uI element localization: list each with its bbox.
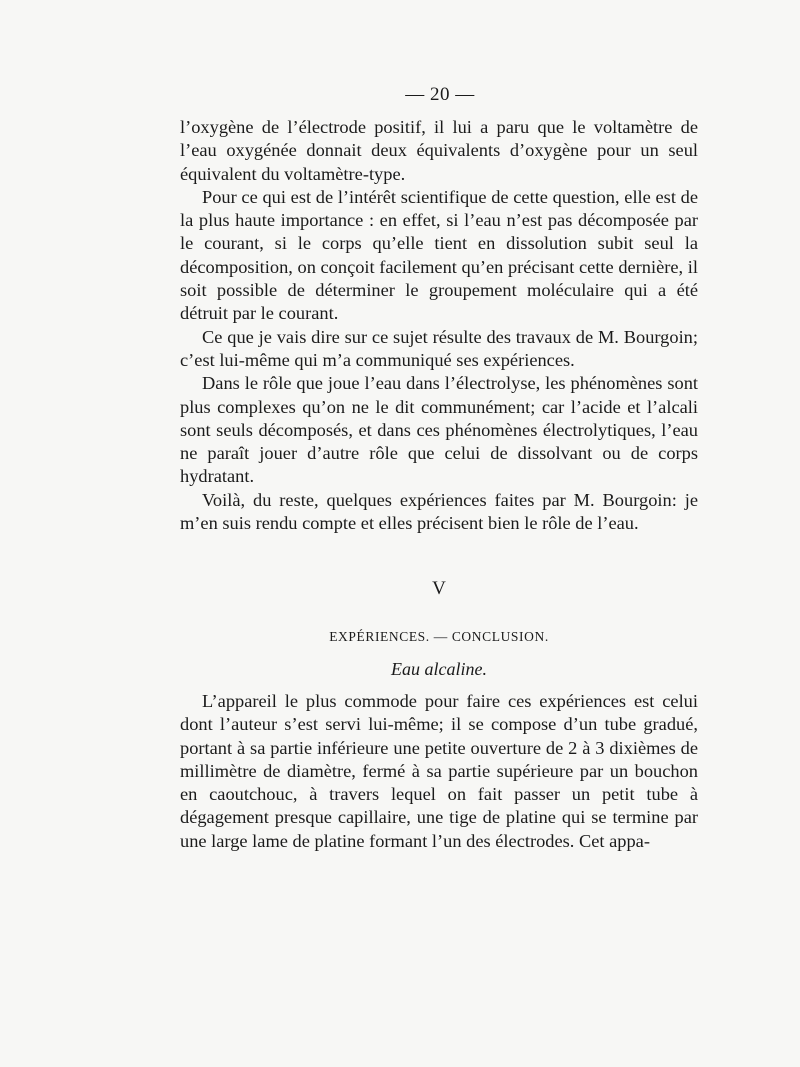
- section-number: V: [432, 578, 446, 599]
- paragraph: Voilà, du reste, quelques expériences faites par M. Bourgoin: je m’en suis rendu compte et elles précisent bien le rôle de l’eau.: [180, 489, 698, 534]
- section-heading: EXPÉRIENCES. — CONCLUSION.: [329, 629, 549, 644]
- paragraph: Pour ce qui est de l’intérêt scientifique de cette question, elle est de la plus haute importance : en effet, si l’eau n’est pas décomposée par le courant, si le corps qu’elle tient en dissolution subit seul la décomposition, on conçoit facilement qu’en précisant cette dernière, il soit possible de déterminer le groupement moléculaire qui a été détruit par le courant.: [180, 186, 698, 324]
- paragraph: L’appareil le plus commode pour faire ces expériences est celui dont l’auteur s’est servi lui-même; il se compose d’un tube gradué, portant à sa partie inférieure une petite ouverture de 2 à 3 dixièmes de millimètre de diamètre, fermé à sa partie supérieure par un bouchon en caoutchouc, à travers lequel on fait passer un petit tube à dégagement presque capillaire, une tige de platine qui se termine par une large lame de platine formant l’un des électrodes. Cet appa-: [180, 691, 698, 851]
- page-number: — 20 —: [405, 84, 475, 105]
- body-text-top: [180, 116, 698, 535]
- body-text-bottom: [180, 690, 698, 853]
- section-subheading: Eau alcaline.: [391, 659, 487, 679]
- paragraph: Ce que je vais dire sur ce sujet résulte des travaux de M. Bourgoin; c’est lui-même qui m’a communiqué ses expériences.: [180, 326, 698, 370]
- paragraph: Dans le rôle que joue l’eau dans l’électrolyse, les phénomènes sont plus complexes qu’on ne le dit communément; car l’acide et l’alcali sont seuls décomposés, et dans ces phénomènes électrolytiques, l’eau ne paraît jouer d’autre rôle que celui de dissolvant ou de corps hydratant.: [180, 373, 698, 487]
- paragraph: l’oxygène de l’électrode positif, il lui a paru que le voltamètre de l’eau oxygénée donnait deux équivalents d’oxygène pour un seul équivalent du voltamètre-type.: [180, 117, 698, 184]
